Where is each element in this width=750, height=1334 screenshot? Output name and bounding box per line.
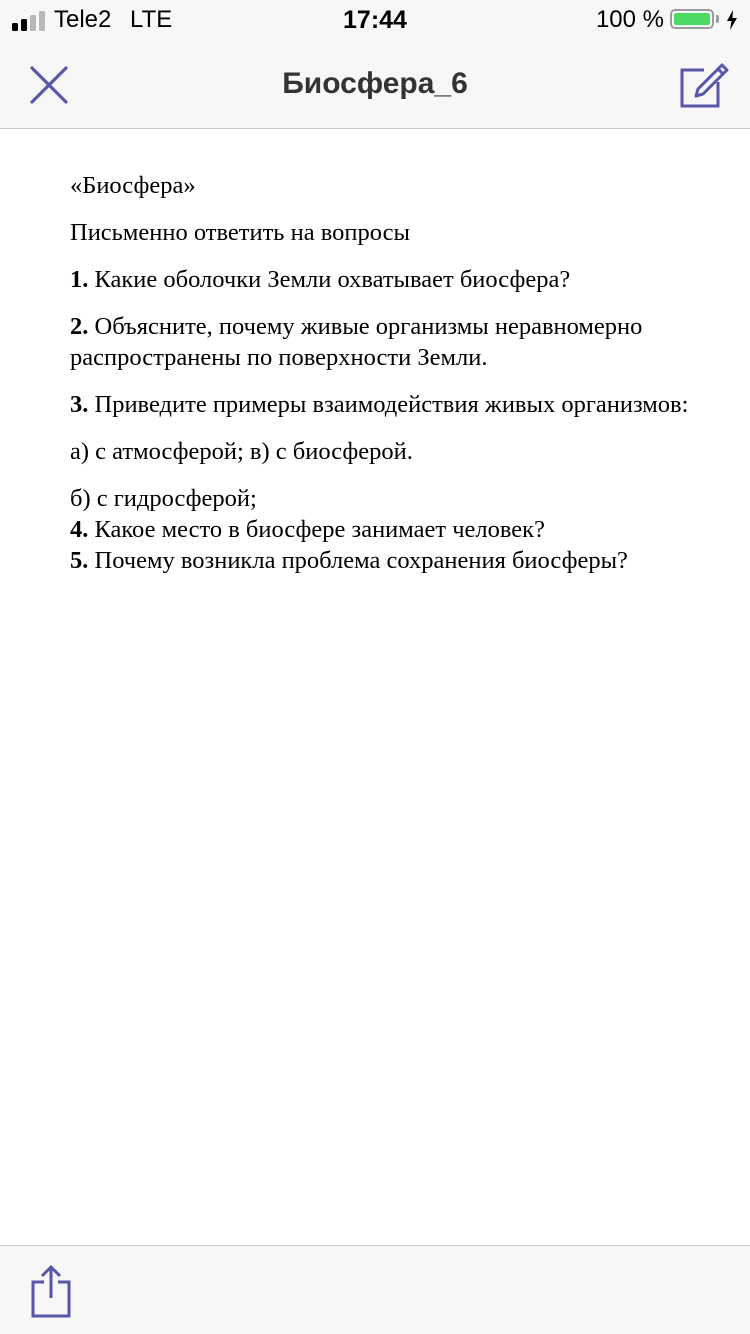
question-3	[70, 389, 690, 420]
status-time: 17:44	[343, 6, 407, 34]
question-5	[70, 545, 690, 576]
question-text: Объясните, почему живые организмы неравномерно распространены по поверхности Земли.	[70, 313, 643, 371]
compose-icon	[676, 58, 730, 110]
charging-bolt-icon	[726, 10, 738, 30]
question-number: 5.	[70, 547, 89, 574]
question-number: 2.	[70, 313, 89, 340]
document-instruction: Письменно ответить на вопросы	[70, 219, 410, 246]
question-4	[70, 514, 690, 545]
question-3-option-a: а) с атмосферой; в) с биосферой.	[70, 438, 413, 465]
carrier-name: Tele2	[54, 6, 112, 33]
close-button[interactable]	[26, 62, 72, 108]
question-2	[70, 311, 690, 373]
question-number: 4.	[70, 516, 89, 543]
question-text: Приведите примеры взаимодействия живых организмов:	[88, 391, 689, 418]
question-1	[70, 264, 690, 295]
question-number: 3.	[70, 391, 89, 418]
battery-nub	[716, 15, 719, 23]
navigation-bar	[0, 40, 750, 129]
question-text: Какое место в биосфере занимает человек?	[88, 516, 545, 543]
question-text: Какие оболочки Земли охватывает биосфера?	[88, 266, 571, 293]
question-3-option-b: б) с гидросферой;	[70, 485, 257, 512]
network-type: LTE	[130, 6, 173, 33]
share-icon	[30, 1264, 72, 1318]
document-content	[70, 170, 690, 576]
page-title: Биосфера_6	[282, 67, 468, 100]
question-text: Почему возникла проблема сохранения биосферы?	[88, 547, 628, 574]
close-icon	[26, 62, 72, 108]
edit-button[interactable]	[676, 58, 730, 110]
share-button[interactable]	[30, 1264, 72, 1318]
battery-percent: 100 %	[595, 6, 664, 33]
battery-icon	[670, 9, 714, 29]
battery-fill	[674, 13, 710, 25]
bottom-toolbar	[0, 1245, 750, 1334]
status-bar	[0, 0, 750, 40]
question-number: 1.	[70, 266, 89, 293]
document-heading: «Биосфера»	[70, 172, 196, 199]
